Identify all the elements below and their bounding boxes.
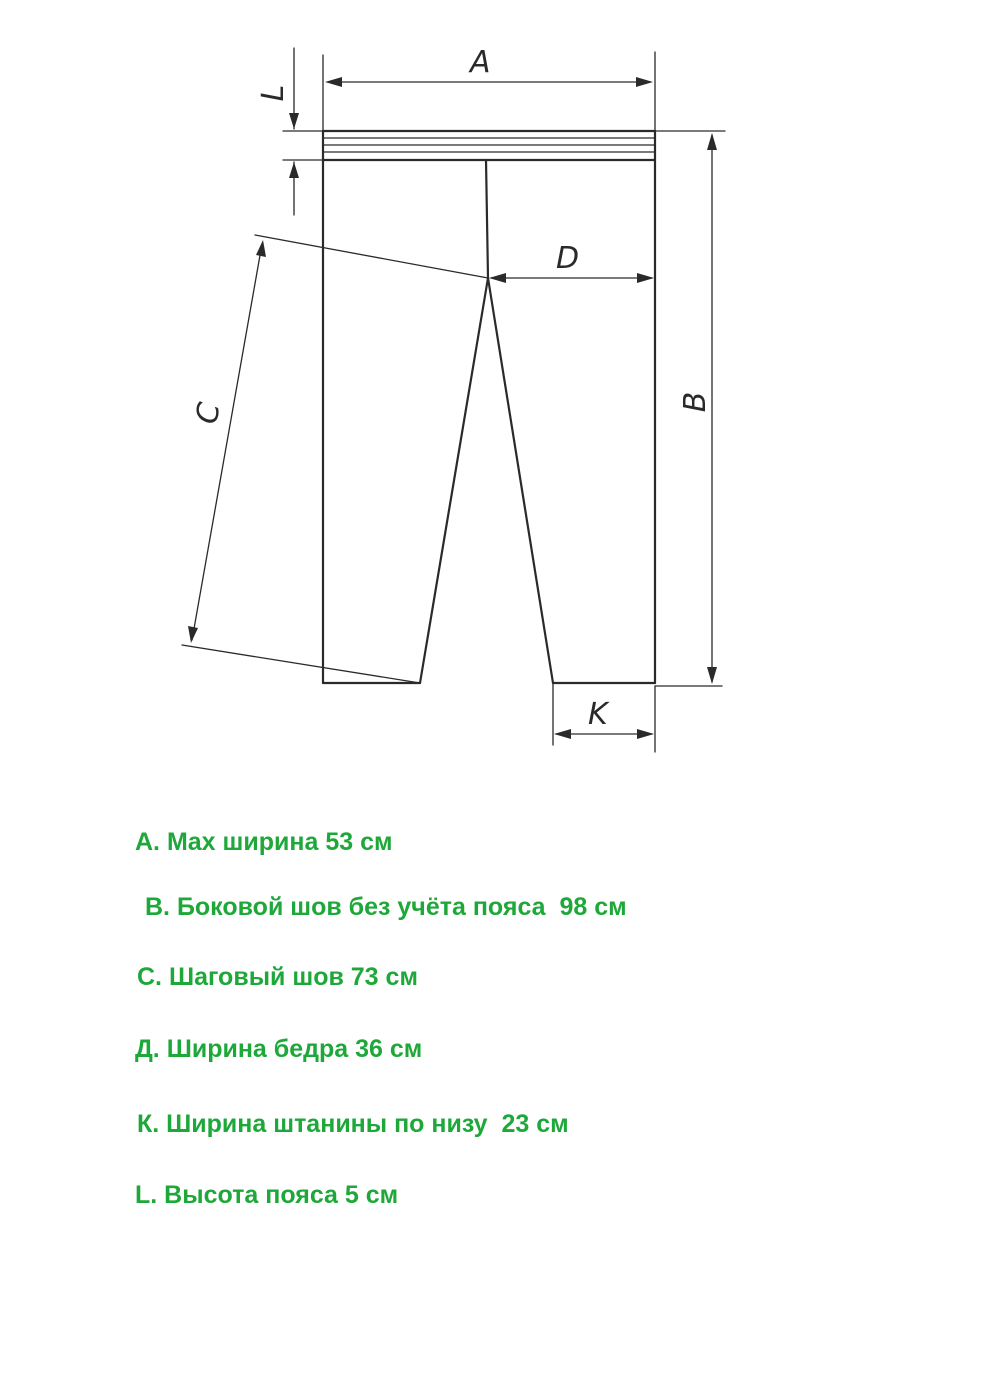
dimension-c xyxy=(182,235,488,683)
legend-item-c: C. Шаговый шов 73 см xyxy=(137,963,418,991)
dimension-a-label: A xyxy=(470,45,491,80)
dimension-b-label: B xyxy=(678,391,713,413)
legend-item-d: Д. Ширина бедра 36 см xyxy=(135,1035,423,1063)
dimension-d xyxy=(489,241,654,283)
dimension-k xyxy=(553,683,655,752)
legend-item-b: B. Боковой шов без учёта пояса 98 см xyxy=(145,893,627,921)
legend-item-a: A. Max ширина 53 см xyxy=(135,828,393,856)
legend-item-k: К. Ширина штанины по низу 23 см xyxy=(137,1110,569,1138)
legend-item-l: L. Высота пояса 5 см xyxy=(135,1181,399,1209)
pants-outline xyxy=(323,160,655,683)
dimension-a xyxy=(323,45,655,131)
dimension-l-label: L xyxy=(256,84,291,102)
dimension-l xyxy=(256,48,323,215)
dimension-k-label: K xyxy=(588,697,608,732)
dimension-c-label: C xyxy=(189,399,228,427)
dimension-d-label: D xyxy=(556,241,580,276)
dimension-b xyxy=(655,131,725,686)
waistband xyxy=(323,131,655,160)
